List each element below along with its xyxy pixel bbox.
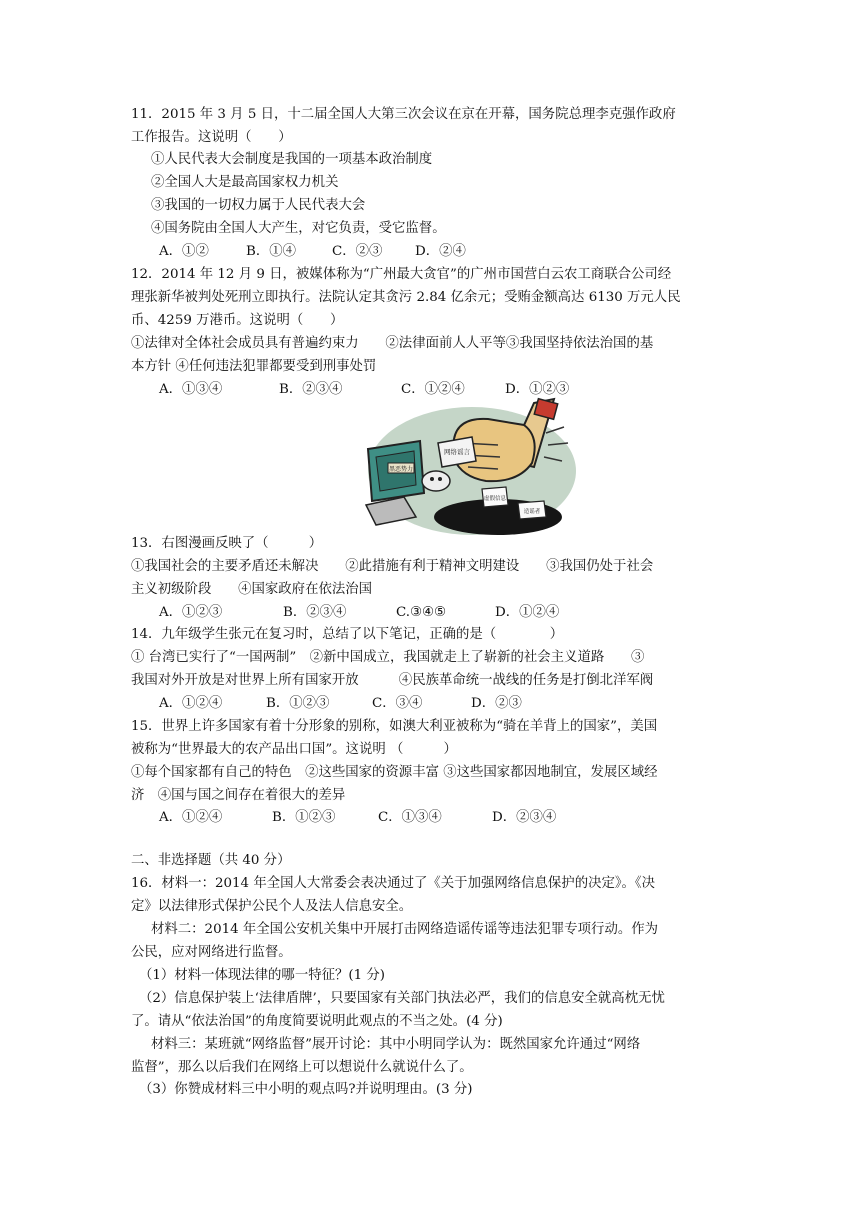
q15-stem-line1: 15．世界上许多国家有着十分形象的别称，如澳大利亚被称为“骑在羊背上的国家”，美国 <box>131 719 658 734</box>
choice-b: B．①④ <box>246 244 297 259</box>
q11-option-1: ①人民代表大会制度是我国的一项基本政治制度 <box>151 152 433 167</box>
cartoon-label-text-2: 网络谣言 <box>444 448 470 456</box>
q11-choices <box>159 242 466 262</box>
choice-c: C．①②④ <box>401 382 465 397</box>
choice-b: B．①②③ <box>272 810 336 825</box>
q15-statements-line1: ①每个国家都有自己的特色 ②这些国家的资源丰富 ③这些国家都因地制宜，发展区域经 <box>131 765 658 780</box>
cartoon-label-text-4: 造谣者 <box>523 509 541 515</box>
q16-material3-line2: 监督”，那么以后我们在网络上可以想说什么就说什么了。 <box>131 1060 473 1075</box>
q12-statements-line2: 本方针 ④任何违法犯罪都要受到刑事处罚 <box>131 359 377 374</box>
q11-option-3: ③我国的一切权力属于人民代表大会 <box>151 198 366 213</box>
q16-subquestion-2-line2: 了。请从“依法治国”的角度简要说明此观点的不当之处。(4 分) <box>131 1014 503 1029</box>
q12-stem-line2: 理张新华被判处死刑立即执行。法院认定其贪污 2.84 亿余元；受贿金额高达 6130 万元人民 <box>131 290 681 305</box>
q16-subquestion-1: （1）材料一体现法律的哪一特征？(1 分) <box>139 968 385 983</box>
q11-stem-line1: 11．2015 年 3 月 5 日，十二届全国人大第三次会议在京在开幕，国务院总理李克强作政府 <box>131 107 676 122</box>
choice-b: B．①②③ <box>266 696 330 711</box>
choice-d: D．②④ <box>415 244 466 259</box>
q12-statements-line1: ①法律对全体社会成员具有普遍约束力 ②法律面前人人平等③我国坚持依法治国的基 <box>131 336 654 351</box>
q12-stem-line3: 币、4259 万港币。这说明（ ） <box>131 313 344 328</box>
q13-choices <box>159 603 559 623</box>
choice-c: C．③④ <box>372 696 423 711</box>
q13-statements-line1: ①我国社会的主要矛盾还未解决 ②此措施有利于精神文明建设 ③我国仍处于社会 <box>131 559 654 574</box>
q11-option-4: ④国务院由全国人大产生，对它负责，受它监督。 <box>151 221 446 236</box>
q11-stem-line2: 工作报告。这说明（ ） <box>131 130 292 145</box>
choice-d: D．①②③ <box>505 382 570 397</box>
q13-statements-line2: 主义初级阶段 ④国家政府在依法治国 <box>131 582 373 597</box>
q16-material2-line1: 材料二：2014 年全国公安机关集中开展打击网络造谣传谣等违法犯罪专项行动。作为 <box>151 922 659 937</box>
cartoon-label-text-3: 虚假信息 <box>483 496 507 502</box>
q14-stem: 14．九年级学生张元在复习时，总结了以下笔记，正确的是（ ） <box>131 627 564 642</box>
rumor-monger-figure <box>422 471 450 491</box>
choice-c: C．①③④ <box>378 810 442 825</box>
figure-eye <box>430 477 434 481</box>
choice-d: D．②③ <box>471 696 522 711</box>
q14-choices <box>159 694 522 714</box>
anti-rumor-cartoon <box>358 397 578 537</box>
q16-material3-line1: 材料三：某班就“网络监督”展开讨论：其中小明同学认为：既然国家允许通过“网络 <box>151 1037 641 1052</box>
choice-b: B．②③④ <box>279 382 343 397</box>
section-heading: 二、非选择题（共 40 分） <box>131 853 291 868</box>
q16-material1-line2: 定》以法律形式保护公民个人及法人信息安全。 <box>131 899 413 914</box>
choice-a: A．①②④ <box>159 696 223 711</box>
figure-eye <box>438 477 442 481</box>
q14-statements-line2: 我国对外开放是对世界上所有国家开放 ④民族革命统一战线的任务是打倒北洋军阀 <box>131 673 654 688</box>
choice-d: D．①②④ <box>495 605 560 620</box>
choice-c: C．②③ <box>332 244 383 259</box>
q15-choices <box>159 808 556 828</box>
choice-d: D．②③④ <box>492 810 557 825</box>
q16-subquestion-2-line1: （2）信息保护装上‘法律盾牌’，只要国家有关部门执法必严，我们的信息安全就高枕无忧 <box>139 991 665 1006</box>
choice-a: A．①②③ <box>159 605 223 620</box>
choice-a: A．①③④ <box>159 382 223 397</box>
q15-stem-line2: 被称为“世界最大的农产品出口国”。这说明 （ ） <box>131 742 457 757</box>
cartoon-label-text-1: 黑恶势力 <box>388 466 414 473</box>
q14-statements-line1: ① 台湾已实行了“一国两制” ②新中国成立，我国就走上了崭新的社会主义道路 ③ <box>131 650 645 665</box>
q16-subquestion-3: （3）你赞成材料三中小明的观点吗?并说明理由。(3 分) <box>139 1082 473 1097</box>
choice-b: B．②③④ <box>283 605 347 620</box>
choice-a: A．①②④ <box>159 810 223 825</box>
q15-statements-line2: 济 ④国与国之间存在着很大的差异 <box>131 788 346 803</box>
q16-material1-line1: 16．材料一：2014 年全国人大常委会表决通过了《关于加强网络信息保护的决定》。《决 <box>131 876 656 891</box>
choice-c: C.③④⑤ <box>396 605 447 620</box>
q12-stem-line1: 12．2014 年 12 月 9 日，被媒体称为“广州最大贪官”的广州市国营白云农工商联合公司经 <box>131 267 672 282</box>
q16-material2-line2: 公民，应对网络进行监督。 <box>131 945 292 960</box>
q11-option-2: ②全国人大是最高国家权力机关 <box>151 175 339 190</box>
choice-a: A．①② <box>159 244 209 259</box>
q13-stem: 13．右图漫画反映了（ ） <box>131 536 323 551</box>
